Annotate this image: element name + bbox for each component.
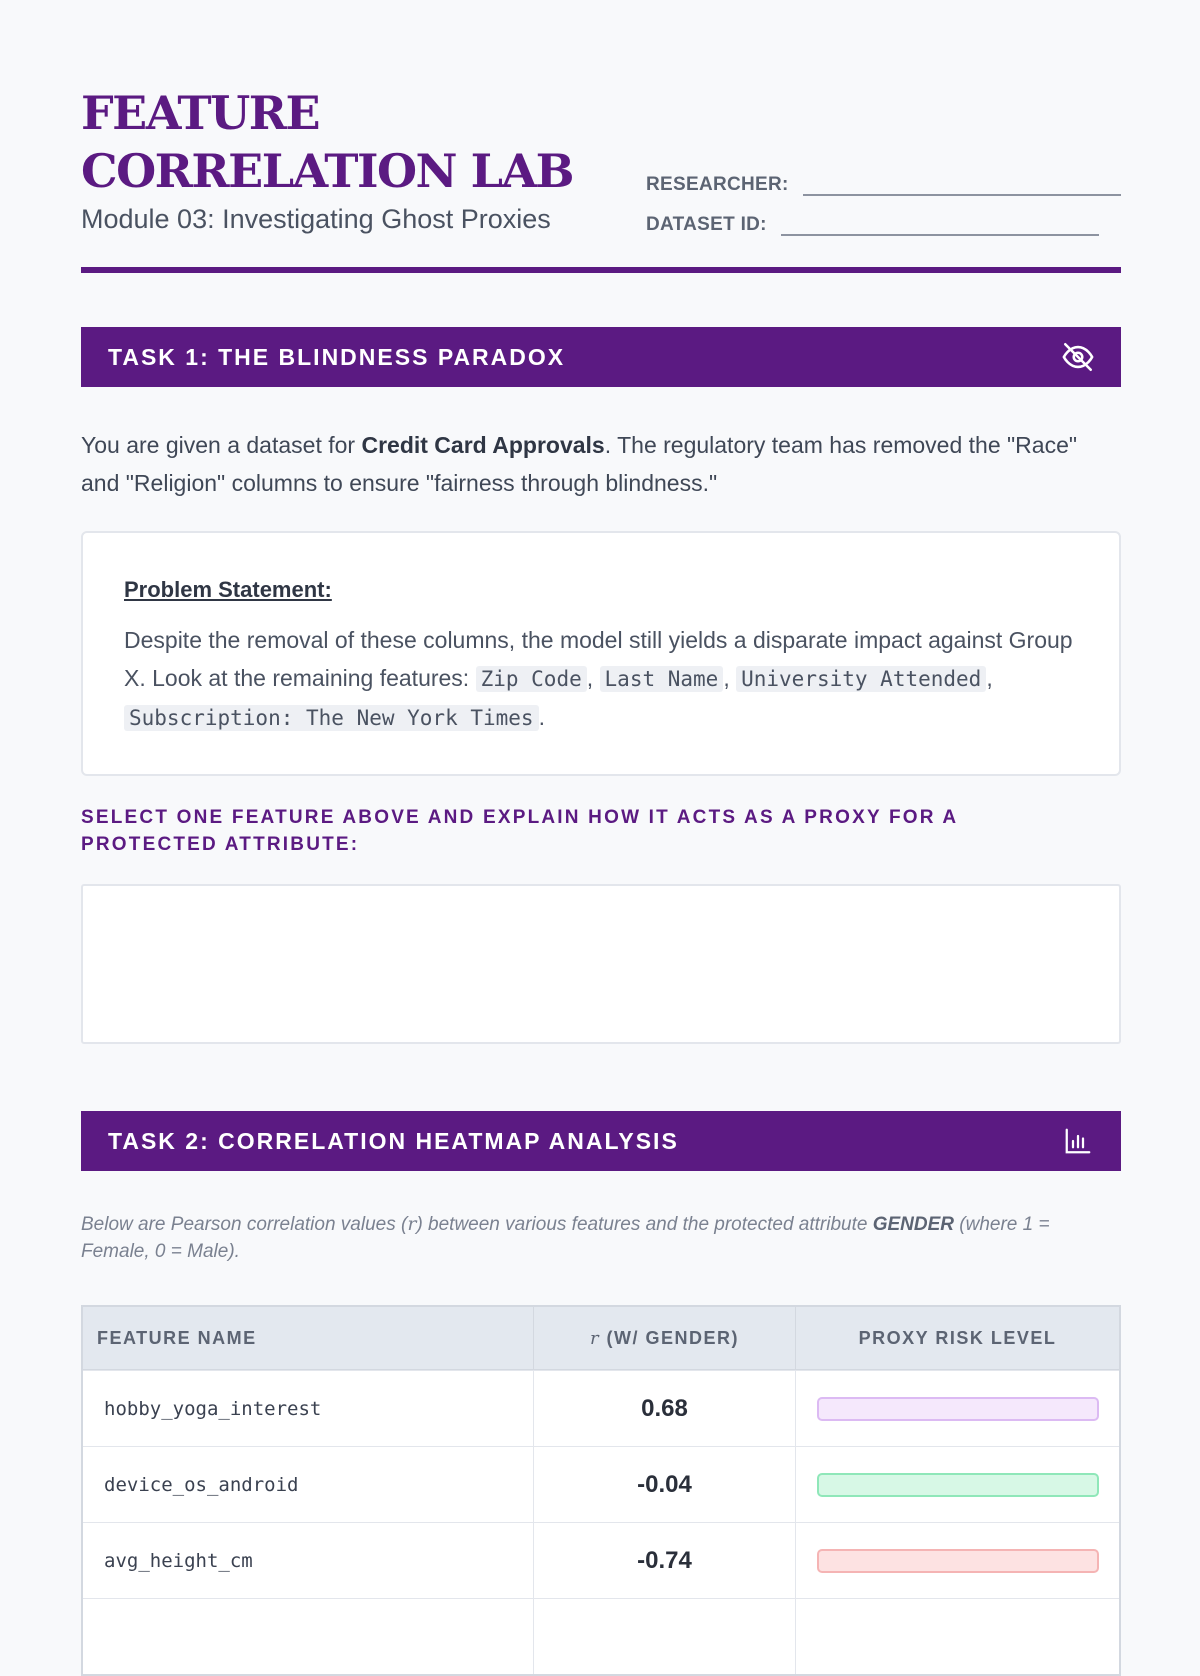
table-row bbox=[83, 1370, 1119, 1446]
table-header-row bbox=[83, 1307, 1119, 1370]
feature-name-cell: avg_height_cm bbox=[104, 1549, 253, 1572]
task2-title: TASK 2: CORRELATION HEATMAP ANALYSIS bbox=[108, 1127, 679, 1154]
risk-level-bar[interactable] bbox=[817, 1397, 1099, 1421]
answer-input-box[interactable] bbox=[81, 884, 1121, 1044]
feature-name-cell: hobby_yoga_interest bbox=[104, 1397, 322, 1420]
problem-heading: Problem Statement: bbox=[124, 577, 332, 602]
feature-code: Zip Code bbox=[476, 666, 587, 692]
dataset-id-field bbox=[646, 212, 1099, 236]
task2-banner bbox=[81, 1111, 1121, 1171]
researcher-label: RESEARCHER: bbox=[646, 174, 789, 195]
header-divider bbox=[81, 267, 1121, 273]
researcher-field bbox=[646, 172, 1121, 196]
task1-title: TASK 1: THE BLINDNESS PARADOX bbox=[108, 343, 566, 370]
protected-attribute: GENDER bbox=[872, 1214, 955, 1235]
page-title: FEATURE CORRELATION LAB bbox=[81, 86, 574, 198]
bar-chart-icon bbox=[1061, 1124, 1095, 1158]
answer-prompt: SELECT ONE FEATURE ABOVE AND EXPLAIN HOW IT ACTS AS A PROXY FOR A PROTECTED ATTRIBUTE: bbox=[81, 807, 958, 855]
feature-code: Subscription: The New York Times bbox=[124, 705, 539, 731]
risk-level-bar[interactable] bbox=[817, 1549, 1099, 1573]
r-value-cell: -0.04 bbox=[637, 1470, 692, 1498]
task1-banner bbox=[81, 327, 1121, 387]
page-subtitle: Module 03: Investigating Ghost Proxies bbox=[81, 204, 551, 234]
correlation-table bbox=[81, 1305, 1121, 1676]
table-row-partial bbox=[83, 1598, 1119, 1674]
dataset-id-label: DATASET ID: bbox=[646, 214, 767, 235]
feature-code: Last Name bbox=[600, 666, 724, 692]
r-value-cell: 0.68 bbox=[641, 1394, 688, 1422]
header-proxy-risk: PROXY RISK LEVEL bbox=[858, 1327, 1057, 1348]
table-row bbox=[83, 1446, 1119, 1522]
header-r-gender: r (W/ GENDER) bbox=[589, 1327, 740, 1349]
dataset-id-input-line[interactable] bbox=[781, 212, 1099, 236]
problem-text: Despite the removal of these columns, the model still yields a disparate impact against Group X. Look at the remaining features: Zip Code , Last Name , University Attended , Subscription: The New York Times . bbox=[124, 627, 1073, 730]
table-row bbox=[83, 1522, 1119, 1598]
task1-intro: You are given a dataset for Credit Card Approvals. The regulatory team has removed the "Race" and "Religion" columns to ensure "fairness through blindness." bbox=[81, 432, 1078, 496]
r-value-cell: -0.74 bbox=[637, 1546, 692, 1574]
researcher-input-line[interactable] bbox=[803, 172, 1121, 196]
feature-name-cell: device_os_android bbox=[104, 1473, 299, 1496]
problem-statement-box bbox=[81, 531, 1121, 776]
feature-code: University Attended bbox=[736, 666, 986, 692]
task2-note: Below are Pearson correlation values (r) between various features and the protected attribute GENDER (where 1 = Female, 0 = Male). bbox=[81, 1213, 1050, 1262]
intro-emphasis: Credit Card Approvals bbox=[361, 432, 605, 458]
eye-off-icon bbox=[1061, 340, 1095, 374]
risk-level-bar[interactable] bbox=[817, 1473, 1099, 1497]
header-feature-name: FEATURE NAME bbox=[97, 1327, 257, 1348]
